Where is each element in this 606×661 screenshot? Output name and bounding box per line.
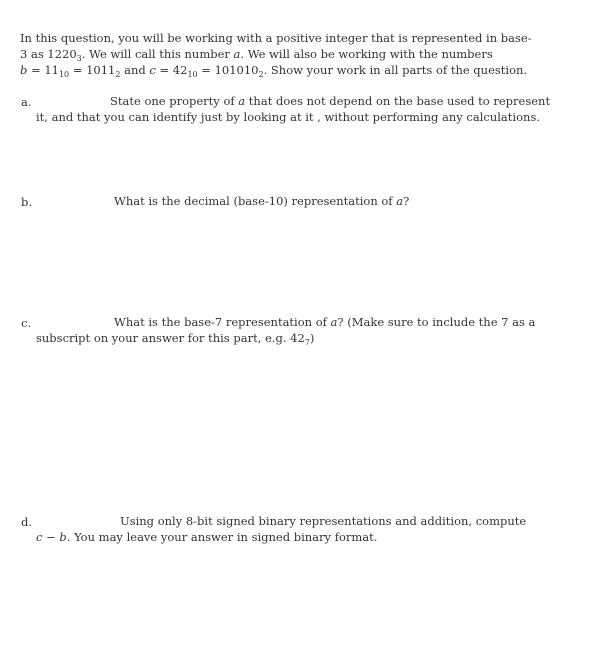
part-c-label: c. xyxy=(21,316,32,330)
part-b-label: b. xyxy=(21,195,33,209)
part-a-variable-a: a xyxy=(238,94,246,108)
part-d-line-2 xyxy=(36,529,377,545)
part-a-text-1: State one property of xyxy=(110,94,239,108)
part-a-text-2: that does not depend on the base used to represent xyxy=(245,94,551,108)
intro-line-3-seg-6: . Show your work in all parts of the question. xyxy=(263,63,528,77)
part-d-label: d. xyxy=(21,515,33,529)
intro-line-3-seg-1: = 11 xyxy=(27,63,59,77)
part-a-line-2: it, and that you can identify just by looking at it , without performing any calculations. xyxy=(36,110,540,124)
part-c-variable-a: a xyxy=(330,315,338,329)
variable-a: a xyxy=(233,47,241,61)
part-c-text-1: What is the base-7 representation of xyxy=(114,315,331,329)
variable-c: c xyxy=(149,63,156,77)
part-d-minus: − xyxy=(42,530,60,544)
intro-line-2-text-b: . We will call this number xyxy=(81,47,234,61)
subscript-10-b: 10 xyxy=(58,70,70,79)
part-c-line-2 xyxy=(36,330,314,346)
part-c-subscript-7: 7 xyxy=(304,338,310,347)
part-c-line-1 xyxy=(114,314,535,330)
part-b-text-1: What is the decimal (base-10) representation of xyxy=(114,194,397,208)
intro-line-2-text-a: 3 as 1220 xyxy=(20,47,77,61)
subscript-2-b: 2 xyxy=(115,70,121,79)
intro-line-1: In this question, you will be working with a positive integer that is represented in base- xyxy=(20,31,532,45)
part-c-text-2: ? (Make sure to include the 7 as a xyxy=(337,315,536,329)
part-d-variable-b: b xyxy=(59,530,67,544)
part-c-text-4: ) xyxy=(309,331,315,345)
part-b-line-1 xyxy=(114,193,409,209)
intro-line-3-seg-2: = 1011 xyxy=(69,63,116,77)
part-b-variable-a: a xyxy=(396,194,404,208)
intro-line-3-seg-4: = 42 xyxy=(155,63,188,77)
subscript-10-c: 10 xyxy=(187,70,198,79)
part-c-text-3: subscript on your answer for this part, e.g. 42 xyxy=(36,331,305,345)
part-a-line-1 xyxy=(110,93,550,109)
part-d-variable-c: c xyxy=(36,530,43,544)
intro-line-3-seg-5: = 101010 xyxy=(197,63,259,77)
intro-line-3-seg-3: and xyxy=(120,63,150,77)
intro-line-2-text-c: . We will also be working with the numbers xyxy=(240,47,493,61)
subscript-2-c: 2 xyxy=(258,70,264,79)
intro-line-3 xyxy=(20,62,527,78)
part-d-line-1: Using only 8-bit signed binary representations and addition, compute xyxy=(120,514,527,528)
base-3-subscript: 3 xyxy=(76,54,82,63)
part-d-text: . You may leave your answer in signed binary format. xyxy=(66,530,378,544)
part-a-label: a. xyxy=(21,95,32,109)
intro-line-2 xyxy=(20,46,493,62)
part-b-text-2: ? xyxy=(403,194,410,208)
variable-b: b xyxy=(20,63,28,77)
